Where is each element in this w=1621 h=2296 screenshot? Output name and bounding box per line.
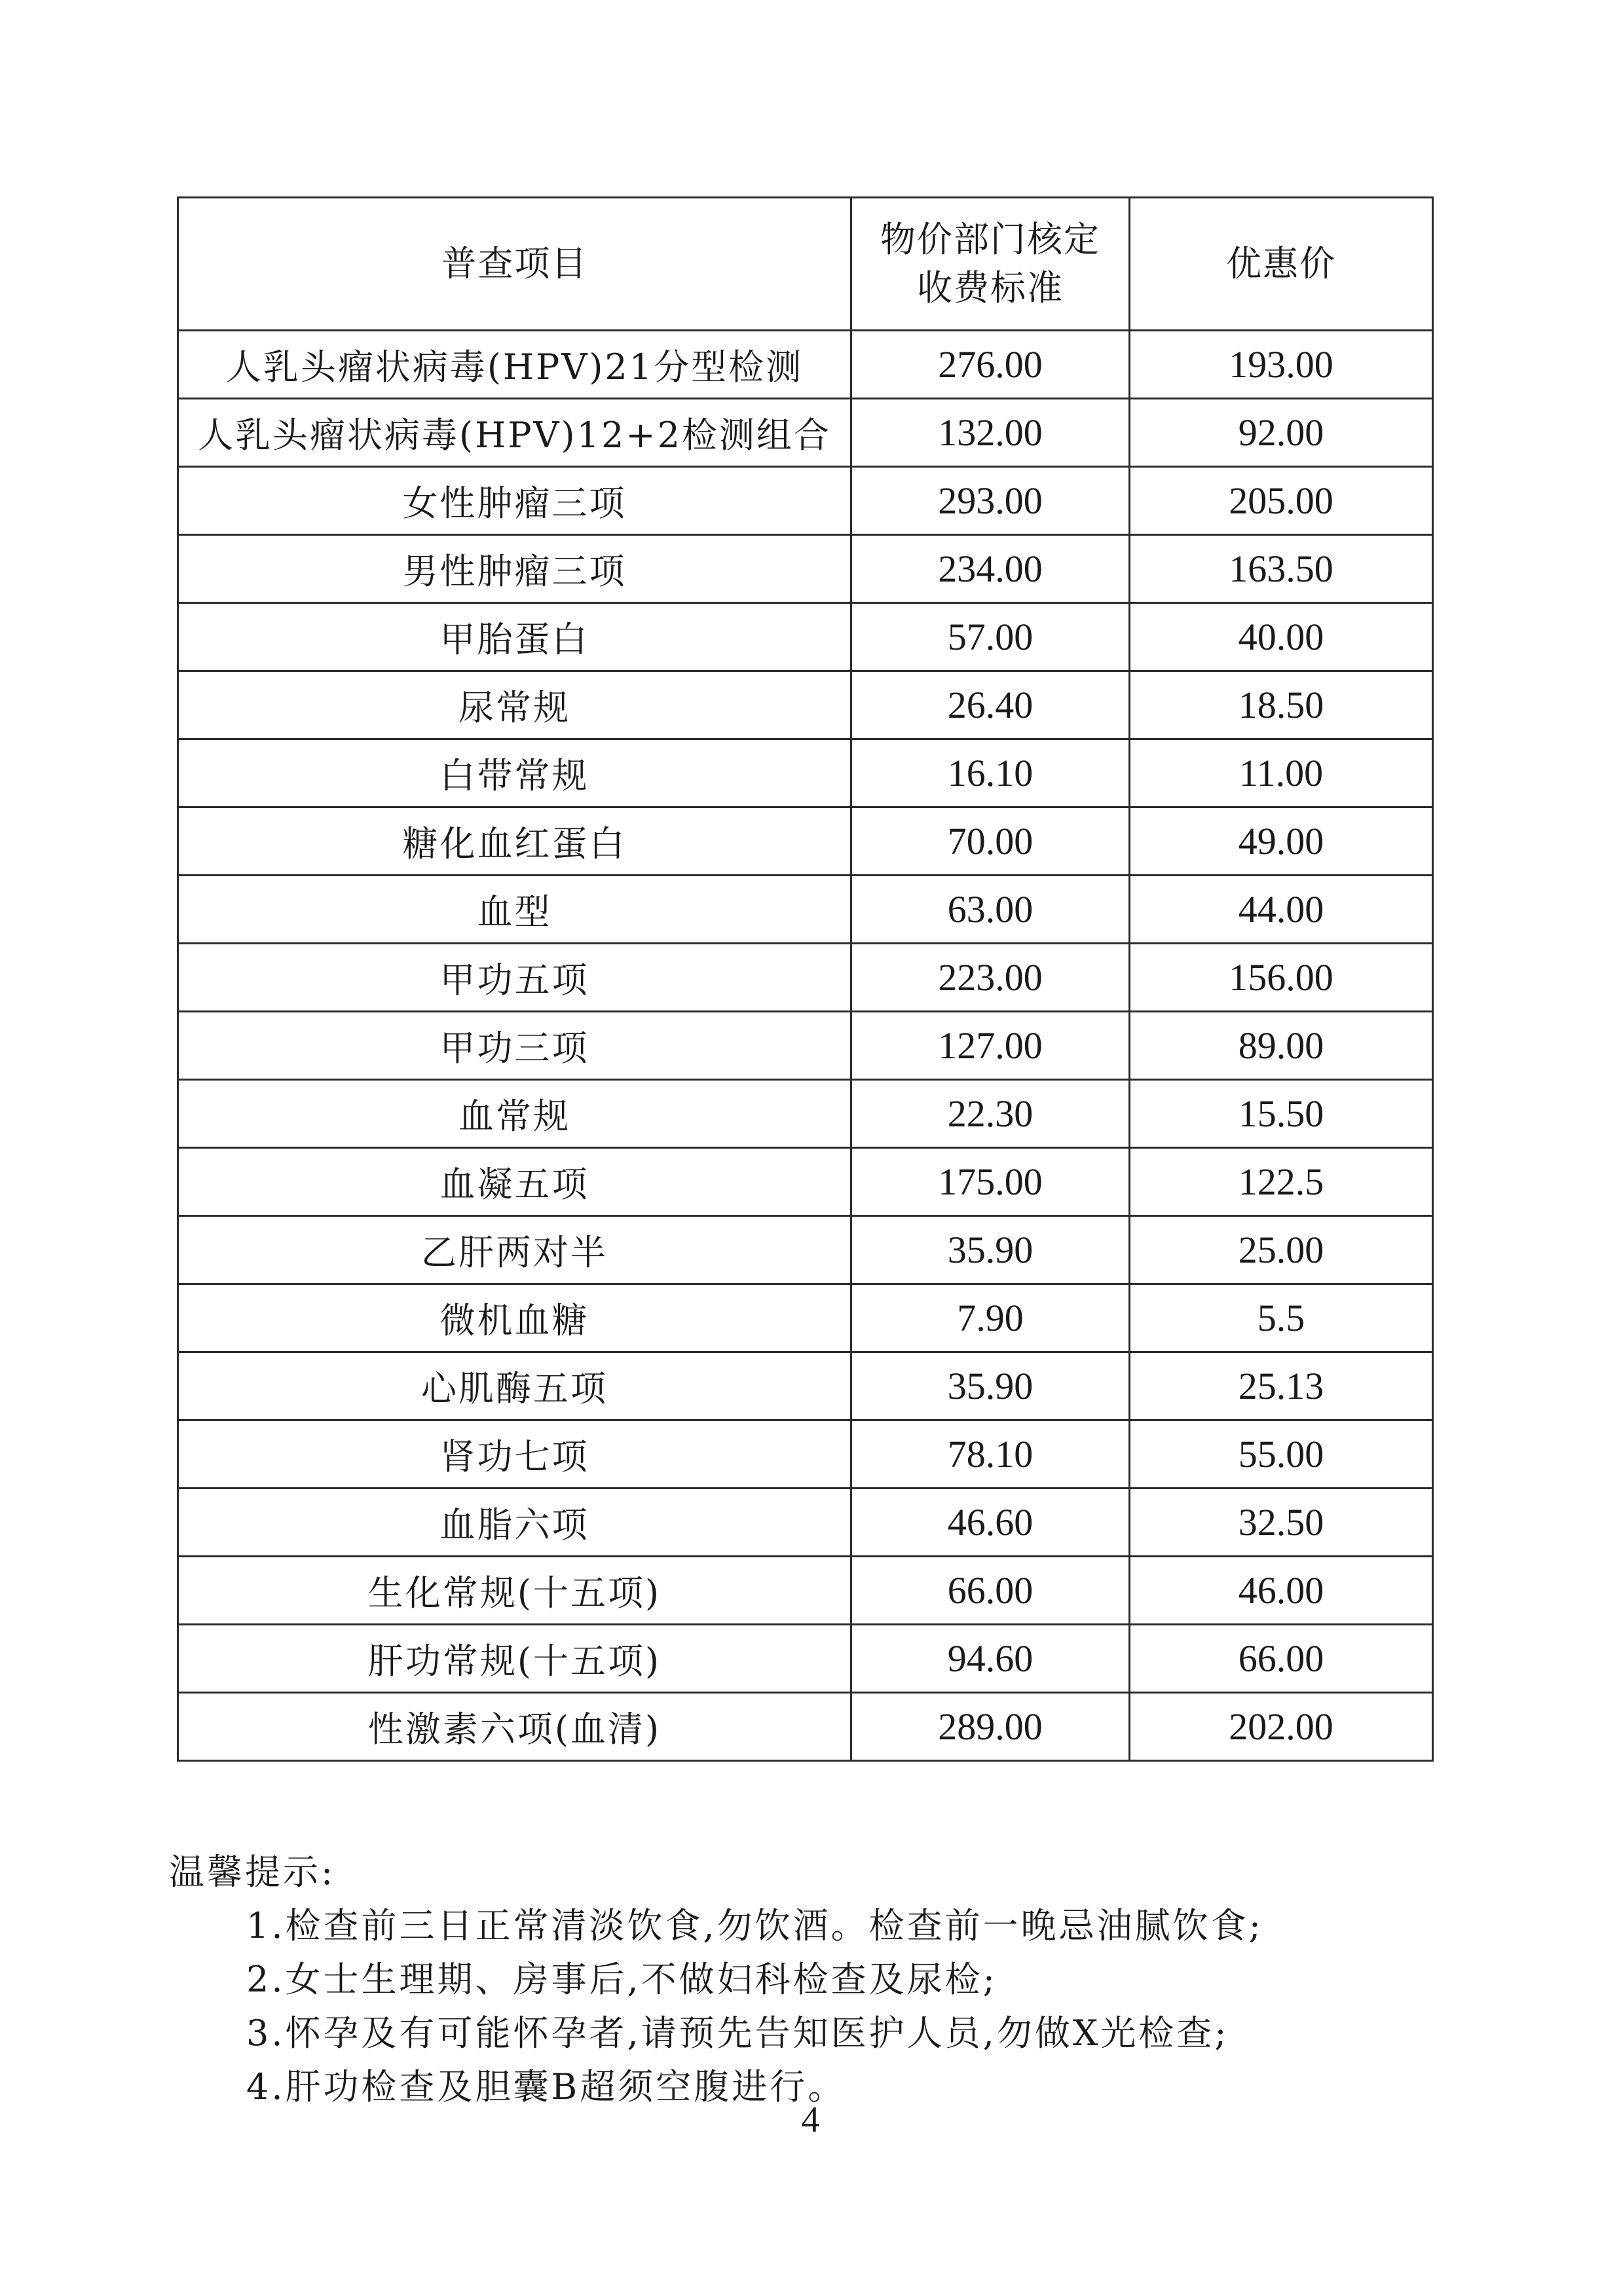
header-standard-line1: 物价部门核定 xyxy=(880,219,1100,260)
item-cell: 人乳头瘤状病毒(HPV)21分型检测 xyxy=(178,331,851,399)
table-row xyxy=(178,467,1433,535)
standard-price-cell: 276.00 xyxy=(851,331,1130,399)
item-cell: 血型 xyxy=(178,876,851,944)
header-standard-line2: 收费标准 xyxy=(917,267,1064,308)
table-row xyxy=(178,399,1433,467)
discount-price-cell: 46.00 xyxy=(1130,1557,1433,1625)
discount-price-cell: 205.00 xyxy=(1130,467,1433,535)
standard-price-cell: 66.00 xyxy=(851,1557,1130,1625)
standard-price-cell: 223.00 xyxy=(851,944,1130,1012)
item-cell: 尿常规 xyxy=(178,671,851,739)
item-cell: 甲功三项 xyxy=(178,1012,851,1080)
item-cell: 性激素六项(血清) xyxy=(178,1693,851,1761)
standard-price-cell: 132.00 xyxy=(851,399,1130,467)
header-standard-price xyxy=(851,198,1130,331)
table-row xyxy=(178,1216,1433,1284)
item-cell: 男性肿瘤三项 xyxy=(178,535,851,603)
standard-price-cell: 57.00 xyxy=(851,603,1130,671)
table-row xyxy=(178,1352,1433,1420)
standard-price-cell: 94.60 xyxy=(851,1625,1130,1693)
table-row xyxy=(178,739,1433,807)
standard-price-cell: 22.30 xyxy=(851,1080,1130,1148)
table-row xyxy=(178,1693,1433,1761)
item-cell: 白带常规 xyxy=(178,739,851,807)
tips-section xyxy=(169,1845,1453,2114)
page-number: 4 xyxy=(801,2100,820,2140)
discount-price-cell: 44.00 xyxy=(1130,876,1433,944)
price-table xyxy=(177,196,1434,1762)
tips-list xyxy=(169,1899,1453,2114)
item-cell: 肾功七项 xyxy=(178,1420,851,1489)
item-cell: 微机血糖 xyxy=(178,1284,851,1352)
table-row xyxy=(178,331,1433,399)
item-cell: 生化常规(十五项) xyxy=(178,1557,851,1625)
table-row xyxy=(178,1557,1433,1625)
table-row xyxy=(178,1489,1433,1557)
item-cell: 乙肝两对半 xyxy=(178,1216,851,1284)
standard-price-cell: 46.60 xyxy=(851,1489,1130,1557)
table-row xyxy=(178,1420,1433,1489)
table-row xyxy=(178,1012,1433,1080)
table-row xyxy=(178,671,1433,739)
standard-price-cell: 35.90 xyxy=(851,1352,1130,1420)
tip-item: 4.肝功检查及胆囊B超须空腹进行。 xyxy=(246,2066,846,2107)
table-row xyxy=(178,1284,1433,1352)
discount-price-cell: 193.00 xyxy=(1130,331,1433,399)
discount-price-cell: 5.5 xyxy=(1130,1284,1433,1352)
standard-price-cell: 26.40 xyxy=(851,671,1130,739)
discount-price-cell: 18.50 xyxy=(1130,671,1433,739)
item-cell: 甲胎蛋白 xyxy=(178,603,851,671)
discount-price-cell: 55.00 xyxy=(1130,1420,1433,1489)
item-cell: 女性肿瘤三项 xyxy=(178,467,851,535)
standard-price-cell: 7.90 xyxy=(851,1284,1130,1352)
item-cell: 血常规 xyxy=(178,1080,851,1148)
discount-price-cell: 89.00 xyxy=(1130,1012,1433,1080)
discount-price-cell: 15.50 xyxy=(1130,1080,1433,1148)
table-row xyxy=(178,1080,1433,1148)
table-row xyxy=(178,1625,1433,1693)
table-row xyxy=(178,944,1433,1012)
table-body xyxy=(178,331,1433,1761)
item-cell: 肝功常规(十五项) xyxy=(178,1625,851,1693)
standard-price-cell: 70.00 xyxy=(851,807,1130,876)
standard-price-cell: 127.00 xyxy=(851,1012,1130,1080)
discount-price-cell: 66.00 xyxy=(1130,1625,1433,1693)
tip-item: 3.怀孕及有可能怀孕者,请预先告知医护人员,勿做X光检查; xyxy=(246,2012,1229,2054)
standard-price-cell: 175.00 xyxy=(851,1148,1130,1216)
tips-title: 温馨提示: xyxy=(169,1851,336,1893)
table-row xyxy=(178,1148,1433,1216)
table-row xyxy=(178,603,1433,671)
discount-price-cell: 25.13 xyxy=(1130,1352,1433,1420)
standard-price-cell: 63.00 xyxy=(851,876,1130,944)
discount-price-cell: 156.00 xyxy=(1130,944,1433,1012)
tip-item: 1.检查前三日正常清淡饮食,勿饮酒。检查前一晚忌油腻饮食; xyxy=(246,1905,1263,1946)
discount-price-cell: 49.00 xyxy=(1130,807,1433,876)
item-cell: 糖化血红蛋白 xyxy=(178,807,851,876)
standard-price-cell: 16.10 xyxy=(851,739,1130,807)
item-cell: 血凝五项 xyxy=(178,1148,851,1216)
discount-price-cell: 163.50 xyxy=(1130,535,1433,603)
discount-price-cell: 202.00 xyxy=(1130,1693,1433,1761)
header-discount-price: 优惠价 xyxy=(1130,198,1433,331)
discount-price-cell: 92.00 xyxy=(1130,399,1433,467)
table-row xyxy=(178,535,1433,603)
standard-price-cell: 35.90 xyxy=(851,1216,1130,1284)
standard-price-cell: 289.00 xyxy=(851,1693,1130,1761)
header-item: 普查项目 xyxy=(178,198,851,331)
item-cell: 人乳头瘤状病毒(HPV)12+2检测组合 xyxy=(178,399,851,467)
table-row xyxy=(178,807,1433,876)
table-row xyxy=(178,876,1433,944)
table-header-row xyxy=(178,198,1433,331)
discount-price-cell: 25.00 xyxy=(1130,1216,1433,1284)
item-cell: 血脂六项 xyxy=(178,1489,851,1557)
discount-price-cell: 122.5 xyxy=(1130,1148,1433,1216)
tip-item: 2.女士生理期、房事后,不做妇科检查及尿检; xyxy=(246,1959,997,2000)
standard-price-cell: 234.00 xyxy=(851,535,1130,603)
standard-price-cell: 78.10 xyxy=(851,1420,1130,1489)
discount-price-cell: 40.00 xyxy=(1130,603,1433,671)
discount-price-cell: 32.50 xyxy=(1130,1489,1433,1557)
item-cell: 甲功五项 xyxy=(178,944,851,1012)
standard-price-cell: 293.00 xyxy=(851,467,1130,535)
item-cell: 心肌酶五项 xyxy=(178,1352,851,1420)
discount-price-cell: 11.00 xyxy=(1130,739,1433,807)
